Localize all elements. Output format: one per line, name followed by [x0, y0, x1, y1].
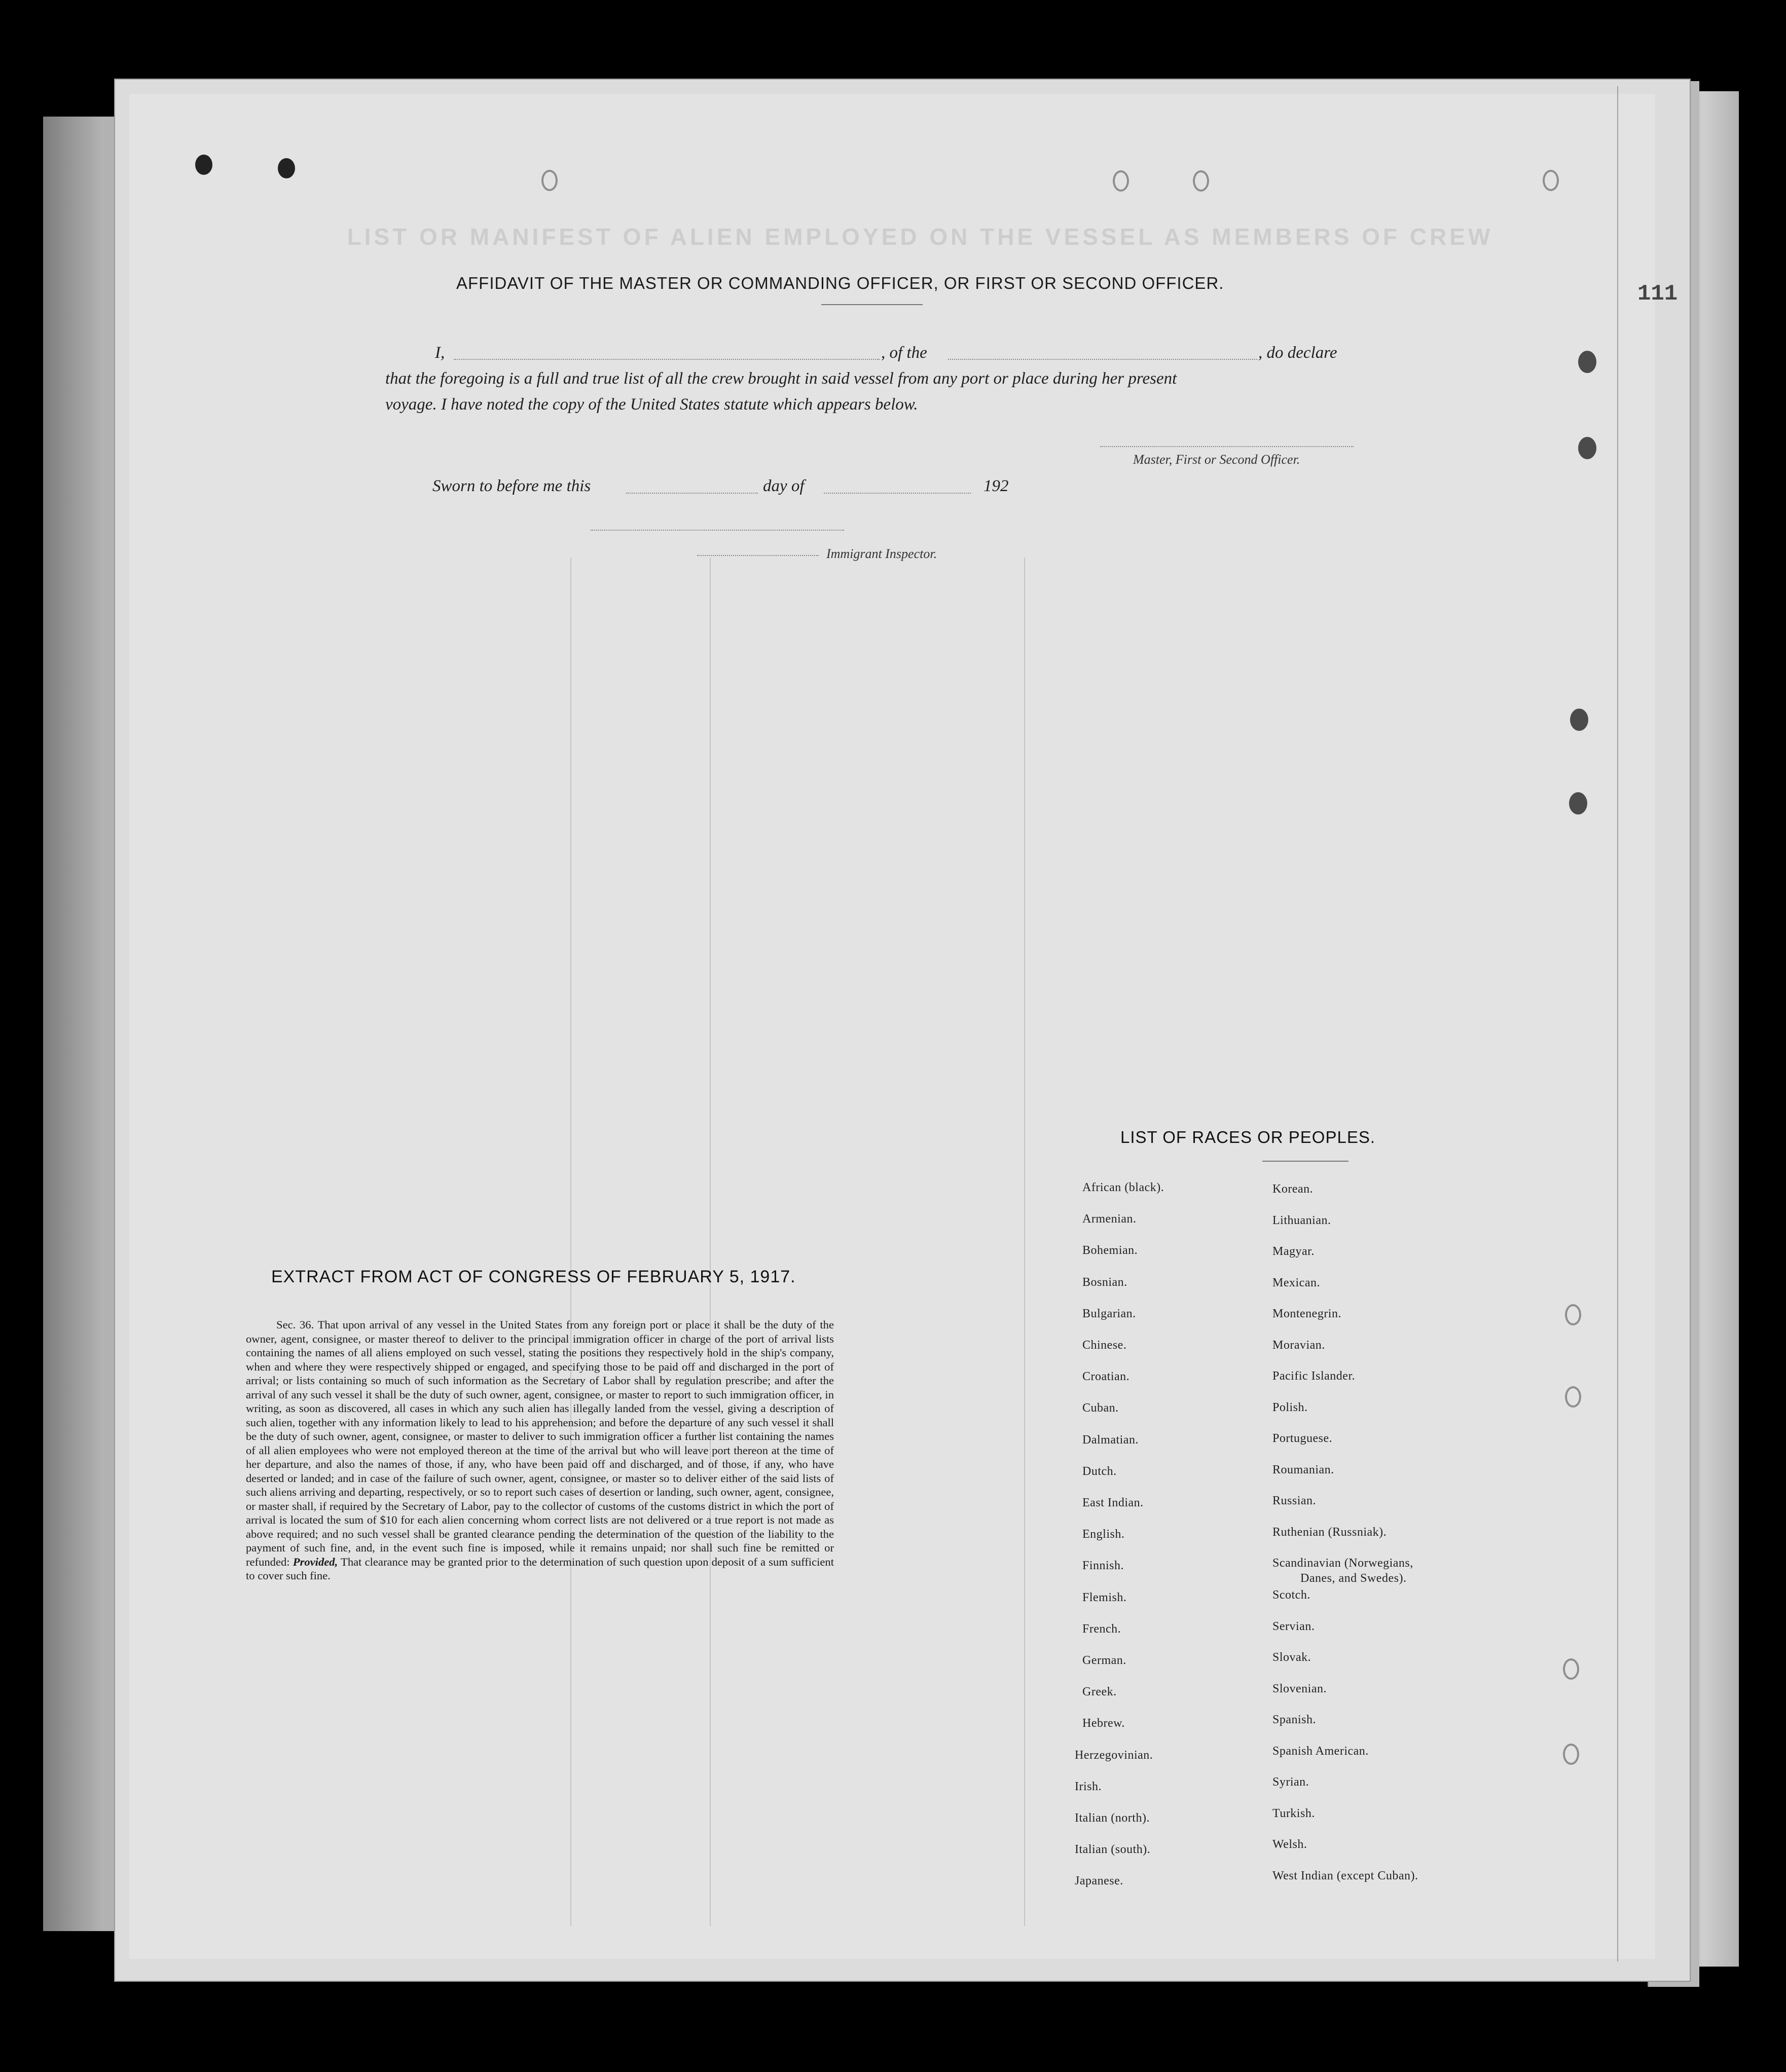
race-item: Irish.: [1075, 1780, 1102, 1793]
column-rule: [570, 558, 571, 1926]
race-item: Spanish American.: [1272, 1744, 1369, 1758]
race-item: Flemish.: [1082, 1590, 1127, 1604]
race-item: Slovak.: [1272, 1651, 1311, 1664]
race-item: Polish.: [1272, 1400, 1308, 1414]
race-item: French.: [1082, 1622, 1121, 1636]
day-of-text: day of: [763, 477, 805, 495]
affidavit-do-declare: , do declare: [1258, 344, 1337, 362]
punch-hole-icon: [1569, 792, 1587, 815]
race-item: Scotch.: [1272, 1588, 1310, 1602]
race-item: Spanish.: [1272, 1713, 1317, 1726]
extract-body: [246, 1318, 834, 1583]
race-item: Korean.: [1272, 1182, 1314, 1196]
inspector-rule: [591, 530, 844, 531]
inspector-label: Immigrant Inspector.: [826, 546, 937, 561]
race-item: Magyar.: [1272, 1245, 1315, 1258]
race-item: Finnish.: [1082, 1559, 1124, 1573]
affidavit-line-2: that the foregoing is a full and true list of all the crew brought in said vessel from any port or place during her present: [385, 369, 1177, 388]
punch-hole-icon: [278, 158, 295, 178]
race-item: Bosnian.: [1082, 1275, 1127, 1289]
sworn-before-text: Sworn to before me this: [432, 477, 591, 495]
punch-hole-icon: [1565, 1304, 1581, 1325]
extract-provided: Provided,: [293, 1555, 338, 1568]
race-item: Montenegrin.: [1272, 1307, 1341, 1320]
affidavit-i: I,: [435, 344, 445, 362]
extract-heading: EXTRACT FROM ACT OF CONGRESS OF FEBRUARY 5, 1917.: [271, 1267, 796, 1286]
signature-blank[interactable]: [1100, 446, 1354, 447]
punch-hole-icon: [195, 155, 212, 175]
race-item: Roumanian.: [1272, 1463, 1334, 1476]
punch-hole-icon: [1578, 437, 1596, 459]
race-item: Scandinavian (Norwegians,: [1272, 1557, 1413, 1570]
race-item: Servian.: [1272, 1619, 1315, 1633]
race-item: Slovenian.: [1272, 1682, 1327, 1695]
punch-hole-icon: [1565, 1386, 1581, 1408]
race-item: Lithuanian.: [1272, 1213, 1331, 1227]
race-item: English.: [1082, 1528, 1125, 1541]
punch-hole-icon: [1578, 351, 1596, 373]
race-item: African (black).: [1082, 1181, 1164, 1194]
inspector-blank[interactable]: [697, 555, 819, 556]
race-item: Dalmatian.: [1082, 1433, 1139, 1447]
year-prefix: 192: [983, 477, 1009, 495]
affidavit-of-the: , of the: [881, 344, 927, 362]
heading-rule: [821, 304, 923, 305]
race-item: Chinese.: [1082, 1339, 1127, 1352]
race-item: Turkish.: [1272, 1806, 1315, 1820]
race-item: Ruthenian (Russniak).: [1272, 1525, 1387, 1539]
race-item: Danes, and Swedes).: [1300, 1571, 1407, 1585]
race-item: East Indian.: [1082, 1496, 1144, 1509]
race-item: Japanese.: [1075, 1874, 1123, 1888]
column-rule: [710, 558, 711, 1926]
race-item: German.: [1082, 1654, 1126, 1667]
race-item: Cuban.: [1082, 1401, 1119, 1415]
affidavit-line-3: voyage. I have noted the copy of the United States statute which appears below.: [385, 395, 918, 414]
extract-text-end: That clearance may be granted prior to the determination of such question upon deposit of a sum sufficient to cover such fine.: [246, 1555, 834, 1582]
race-item: Croatian.: [1082, 1370, 1130, 1384]
day-blank[interactable]: [626, 493, 758, 494]
race-item: Hebrew.: [1082, 1717, 1125, 1730]
signature-label: Master, First or Second Officer.: [1133, 452, 1300, 467]
punch-hole-icon: [541, 170, 558, 191]
affidavit-heading: AFFIDAVIT OF THE MASTER OR COMMANDING OFFICER, OR FIRST OR SECOND OFFICER.: [456, 274, 1224, 292]
name-blank[interactable]: [454, 359, 880, 360]
page-fold-line: [1617, 86, 1618, 1962]
punch-hole-icon: [1563, 1744, 1579, 1765]
month-blank[interactable]: [824, 493, 971, 494]
race-item: Syrian.: [1272, 1775, 1309, 1789]
corner-number: 111: [1637, 281, 1678, 307]
punch-hole-icon: [1113, 170, 1129, 192]
race-item: Italian (south).: [1075, 1843, 1151, 1857]
race-item: Dutch.: [1082, 1464, 1117, 1478]
race-item: Pacific Islander.: [1272, 1370, 1356, 1383]
race-item: Armenian.: [1082, 1212, 1137, 1226]
race-item: Italian (north).: [1075, 1811, 1150, 1825]
race-item: Herzegovinian.: [1075, 1748, 1153, 1762]
race-item: West Indian (except Cuban).: [1272, 1869, 1418, 1882]
extract-text: Sec. 36. That upon arrival of any vessel in the United States from any foreign port or place it shall be the duty of the owner, agent, consignee, or master thereof to deliver to the principal immigration officer in charge of the port of arrival lists containing the names of all aliens employed on such vessel, stating the positions they respectively hold in the ship's company, when and where they were respectively shipped or engaged, and specifying those to be paid off and discharged in the port of arrival; or lists containing so much of such information as the Secretary of Labor shall by regulation prescribe; and after the arrival of any such vessel it shall be the duty of such owner, agent, consignee, or master to report to such immigration officer, in writing, as soon as discovered, all cases in which any such alien has illegally landed from the vessel, giving a description of such alien, together with any information likely to lead to his apprehension; and before the departure of any such vessel it shall be the duty of such owner, agent, consignee, or master to deliver to such immigration officer a further list containing the names of all alien employees who were not employed thereon at the time of the arrival but who will leave port thereon at the time of her departure, and also the names of those, if any, who have been paid off and discharged, and of those, if any, who have deserted or landed; and in case of the failure of such owner, agent, consignee, or master so to deliver either of the said lists of such aliens arriving and departing, respectively, or so to report such cases of desertion or landing, such owner, agent, consignee, or master shall, if required by the Secretary of Labor, pay to the collector of customs of the customs district in which the port of arrival is located the sum of $10 for each alien concerning whom correct lists are not delivered or a true report is not made as above required; and no such vessel shall be granted clearance pending the determination of the question of the liability to the payment of such fine, and, in the event such fine is imposed, while it remains unpaid; nor shall such fine be remitted or refunded:: [246, 1318, 834, 1568]
scan-border-right: [1739, 0, 1786, 2072]
punch-hole-icon: [1193, 170, 1209, 192]
race-item: Bohemian.: [1082, 1244, 1138, 1257]
race-item: Bulgarian.: [1082, 1307, 1136, 1320]
race-item: Welsh.: [1272, 1838, 1307, 1851]
heading-rule: [1262, 1161, 1348, 1162]
race-item: Russian.: [1272, 1494, 1317, 1507]
punch-hole-icon: [1543, 170, 1559, 191]
race-item: Portuguese.: [1272, 1432, 1333, 1445]
race-item: Moravian.: [1272, 1338, 1325, 1352]
race-item: Greek.: [1082, 1685, 1117, 1699]
ghost-header-text: LIST OR MANIFEST OF ALIEN EMPLOYED ON THE VESSEL AS MEMBERS OF CREW: [347, 224, 1493, 250]
column-rule: [1024, 558, 1025, 1926]
punch-hole-icon: [1570, 709, 1588, 731]
vessel-blank[interactable]: [948, 359, 1257, 360]
race-item: Mexican.: [1272, 1276, 1320, 1289]
punch-hole-icon: [1563, 1658, 1579, 1680]
races-heading: LIST OF RACES OR PEOPLES.: [1120, 1128, 1376, 1146]
